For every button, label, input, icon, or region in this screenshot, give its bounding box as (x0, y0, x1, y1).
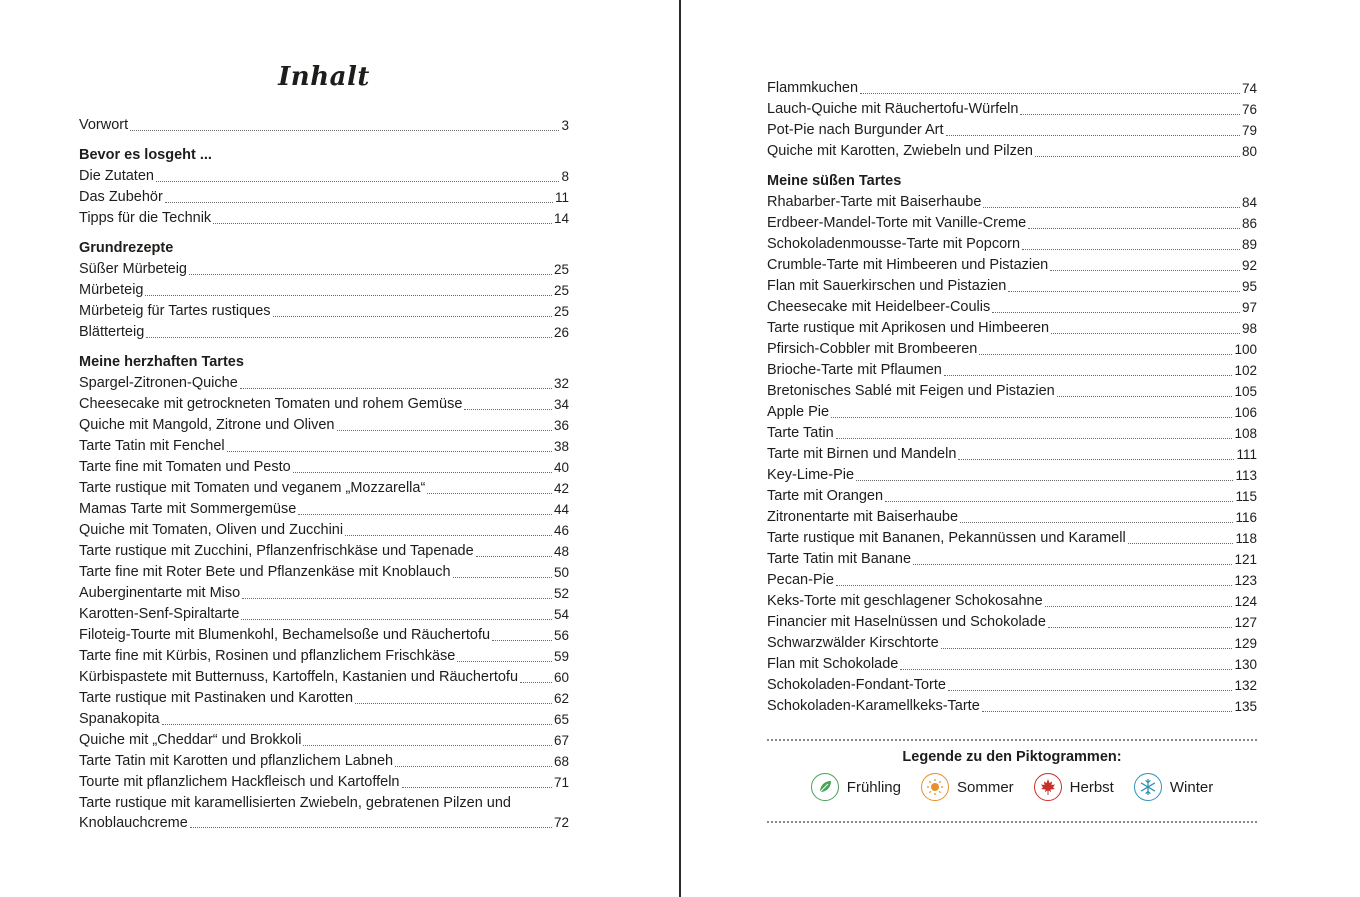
dot-leader (492, 640, 552, 641)
page-title: Inhalt (278, 62, 370, 92)
toc-entry-line2 (79, 813, 569, 833)
toc-entry-title: Spargel-Zitronen-Quiche (79, 375, 238, 391)
section-heading: Bevor es losgeht ... (79, 147, 212, 163)
dot-leader (240, 388, 552, 389)
toc-entry-title: Rhabarber-Tarte mit Baiserhaube (767, 194, 982, 210)
dot-leader (1051, 333, 1240, 334)
dot-leader (982, 711, 1233, 712)
toc-entry-title: Schokoladen-Karamellkeks-Tarte (767, 698, 980, 714)
legend-box (767, 739, 1257, 823)
maple-leaf-icon (1034, 773, 1062, 801)
toc-entry (79, 166, 569, 187)
legend-label-autumn: Herbst (1069, 778, 1114, 796)
toc-entry-title: Financier mit Haselnüssen und Schokolade (767, 614, 1046, 630)
dot-leader (146, 337, 552, 338)
toc-entry-page: 102 (1234, 363, 1257, 378)
dot-leader (213, 223, 552, 224)
dot-leader (1028, 228, 1240, 229)
toc-entry (79, 751, 569, 772)
toc-entry-title: Tarte mit Birnen und Mandeln (767, 446, 957, 462)
toc-entry-title: Brioche-Tarte mit Pflaumen (767, 362, 942, 378)
toc-entry (767, 339, 1257, 360)
toc-entry-page: 40 (553, 460, 569, 475)
toc-entry-page: 34 (553, 397, 569, 412)
section-heading: Grundrezepte (79, 240, 174, 256)
dot-leader (948, 690, 1233, 691)
toc-entry-page: 84 (1241, 195, 1257, 210)
toc-entry (767, 381, 1257, 402)
toc-entry (767, 141, 1257, 162)
leaf-icon (811, 773, 839, 801)
toc-entry-page: 135 (1234, 699, 1257, 714)
toc-entry-title: Tarte rustique mit Zucchini, Pflanzenfrischkäse und Tapenade (79, 543, 474, 559)
toc-entry-title: Crumble-Tarte mit Himbeeren und Pistazien (767, 257, 1049, 273)
toc-entry-title: Schokoladen-Fondant-Torte (767, 677, 946, 693)
toc-entry-page: 132 (1234, 678, 1257, 693)
dot-leader (427, 493, 552, 494)
toc-entry-title: Tarte rustique mit Pastinaken und Karotten (79, 690, 354, 706)
toc-entry-page: 32 (553, 376, 569, 391)
toc-entry-page: 108 (1234, 426, 1257, 441)
dot-leader (162, 724, 552, 725)
toc-entry-page: 25 (553, 283, 569, 298)
toc-entry (767, 444, 1257, 465)
toc-entry-title-line1: Tarte rustique mit karamellisierten Zwiebeln, gebratenen Pilzen und (79, 795, 511, 811)
dot-leader (1020, 114, 1240, 115)
dot-leader (1035, 156, 1240, 157)
toc-entry-page: 71 (553, 775, 569, 790)
toc-entry-title: Auberginentarte mit Miso (79, 585, 241, 601)
legend-item-winter (1134, 773, 1213, 801)
dot-leader (453, 577, 552, 578)
toc-entry-title: Karotten-Senf-Spiraltarte (79, 606, 240, 622)
toc-entry-page: 25 (553, 262, 569, 277)
toc-entry-page: 72 (553, 815, 569, 830)
toc-entry (767, 297, 1257, 318)
toc-entry-title: Apple Pie (767, 404, 830, 420)
toc-entry (79, 646, 569, 667)
dot-leader (1128, 543, 1234, 544)
toc-entry (79, 709, 569, 730)
toc-entry-page: 80 (1241, 144, 1257, 159)
toc-entry (767, 591, 1257, 612)
toc-entry (79, 280, 569, 301)
toc-entry (79, 667, 569, 688)
dot-leader (190, 827, 552, 828)
toc-entry-page: 11 (554, 190, 569, 205)
dot-leader (227, 451, 552, 452)
legend-label-summer: Sommer (956, 778, 1014, 796)
toc-entry (79, 730, 569, 751)
toc-entry-page: 76 (1241, 102, 1257, 117)
toc-entry (79, 625, 569, 646)
legend-items (767, 773, 1257, 801)
toc-entry-title: Die Zutaten (79, 168, 154, 184)
toc-entry-page: 113 (1235, 468, 1257, 483)
toc-entry (79, 259, 569, 280)
toc-entry (767, 612, 1257, 633)
dot-leader (273, 316, 552, 317)
toc-entry (767, 696, 1257, 717)
dot-leader (913, 564, 1232, 565)
dot-leader (1008, 291, 1240, 292)
dot-leader (885, 501, 1233, 502)
toc-entry-title: Tarte rustique mit Aprikosen und Himbeeren (767, 320, 1050, 336)
dot-leader (345, 535, 552, 536)
dot-leader (298, 514, 552, 515)
toc-entry-page: 100 (1234, 342, 1257, 357)
toc-entry-title: Kürbispastete mit Butternuss, Kartoffeln, Kastanien und Räuchertofu (79, 669, 519, 685)
toc-entry (767, 234, 1257, 255)
dot-leader (983, 207, 1240, 208)
toc-entry-page: 65 (553, 712, 569, 727)
toc-entry (767, 507, 1257, 528)
dot-leader (831, 417, 1232, 418)
toc-entry (79, 478, 569, 499)
section-heading: Meine süßen Tartes (767, 173, 902, 189)
toc-entry (79, 187, 569, 208)
toc-entry (767, 318, 1257, 339)
dot-leader (992, 312, 1240, 313)
toc-entry-page: 3 (561, 118, 569, 133)
dot-leader (464, 409, 552, 410)
toc-entry-page: 38 (553, 439, 569, 454)
toc-entry-page: 36 (553, 418, 569, 433)
toc-entry-title: Tarte mit Orangen (767, 488, 884, 504)
toc-entry (79, 772, 569, 793)
toc-left-column (79, 115, 569, 833)
toc-entry-page: 50 (553, 565, 569, 580)
toc-entry-page: 115 (1235, 489, 1257, 504)
toc-entry (79, 562, 569, 583)
toc-entry-title-line2: Knoblauchcreme (79, 815, 188, 831)
dot-leader (960, 522, 1233, 523)
toc-entry (79, 115, 569, 136)
toc-entry-title: Zitronentarte mit Baiserhaube (767, 509, 959, 525)
legend-item-spring (811, 773, 901, 801)
left-page (0, 0, 679, 897)
legend-item-autumn (1034, 773, 1114, 801)
toc-entry-title: Tarte Tatin mit Fenchel (79, 438, 225, 454)
toc-entry-title: Tarte fine mit Tomaten und Pesto (79, 459, 291, 475)
toc-entry-page: 26 (553, 325, 569, 340)
section-heading: Meine herzhaften Tartes (79, 354, 244, 370)
dot-leader (836, 438, 1233, 439)
toc-entry (767, 99, 1257, 120)
toc-entry (79, 604, 569, 625)
toc-entry-title: Cheesecake mit getrockneten Tomaten und rohem Gemüse (79, 396, 463, 412)
dot-leader (189, 274, 552, 275)
toc-entry (79, 520, 569, 541)
toc-entry (79, 499, 569, 520)
dot-leader (836, 585, 1233, 586)
toc-entry-page: 124 (1234, 594, 1257, 609)
dot-leader (130, 130, 559, 131)
toc-entry-page: 62 (553, 691, 569, 706)
legend-label-winter: Winter (1169, 778, 1214, 796)
dot-leader (165, 202, 553, 203)
toc-entry-page: 42 (553, 481, 569, 496)
dot-leader (1045, 606, 1233, 607)
toc-entry-title: Keks-Torte mit geschlagener Schokosahne (767, 593, 1043, 609)
toc-entry-page: 118 (1235, 531, 1257, 546)
toc-entry-page: 105 (1234, 384, 1257, 399)
toc-entry-page: 95 (1241, 279, 1257, 294)
dot-leader (1057, 396, 1233, 397)
toc-entry-title: Lauch-Quiche mit Räuchertofu-Würfeln (767, 101, 1019, 117)
toc-entry-title: Mürbeteig für Tartes rustiques (79, 303, 271, 319)
toc-entry-title: Tourte mit pflanzlichem Hackfleisch und Kartoffeln (79, 774, 400, 790)
toc-entry-page: 92 (1241, 258, 1257, 273)
toc-entry-title: Tarte rustique mit Tomaten und veganem „Mozzarella“ (79, 480, 426, 496)
toc-entry-page: 48 (553, 544, 569, 559)
toc-entry (767, 528, 1257, 549)
toc-entry-page: 127 (1234, 615, 1257, 630)
dot-leader (979, 354, 1232, 355)
toc-entry-multiline (79, 793, 569, 833)
legend-item-summer (921, 773, 1014, 801)
toc-right-column (767, 78, 1257, 717)
toc-entry (767, 78, 1257, 99)
toc-entry (79, 322, 569, 343)
dot-leader (958, 459, 1234, 460)
snowflake-icon (1134, 773, 1162, 801)
toc-entry (79, 373, 569, 394)
toc-entry (79, 415, 569, 436)
sun-icon (921, 773, 949, 801)
toc-entry-title: Quiche mit „Cheddar“ und Brokkoli (79, 732, 302, 748)
dot-leader (1022, 249, 1240, 250)
toc-entry-title: Schokoladenmousse-Tarte mit Popcorn (767, 236, 1021, 252)
toc-entry-page: 67 (553, 733, 569, 748)
toc-entry-title: Tarte Tatin mit Karotten und pflanzlichem Labneh (79, 753, 394, 769)
dot-leader (293, 472, 552, 473)
toc-entry-page: 68 (553, 754, 569, 769)
dot-leader (355, 703, 552, 704)
right-page (681, 0, 1360, 897)
dot-leader (156, 181, 560, 182)
toc-entry-title: Vorwort (79, 117, 129, 133)
toc-entry (767, 423, 1257, 444)
toc-entry-title: Cheesecake mit Heidelbeer-Coulis (767, 299, 991, 315)
toc-entry-page: 130 (1234, 657, 1257, 672)
toc-entry (79, 457, 569, 478)
toc-entry-title: Tarte Tatin (767, 425, 834, 441)
toc-entry (767, 675, 1257, 696)
toc-entry (767, 549, 1257, 570)
toc-entry (767, 654, 1257, 675)
toc-entry-page: 129 (1234, 636, 1257, 651)
toc-entry-title: Flan mit Sauerkirschen und Pistazien (767, 278, 1007, 294)
dot-leader (520, 682, 552, 683)
toc-entry-title: Pecan-Pie (767, 572, 834, 588)
dot-leader (944, 375, 1233, 376)
toc-entry-title: Erdbeer-Mandel-Torte mit Vanille-Creme (767, 215, 1027, 231)
toc-entry (767, 192, 1257, 213)
toc-entry-page: 25 (553, 304, 569, 319)
toc-entry (767, 360, 1257, 381)
toc-entry-title: Filoteig-Tourte mit Blumenkohl, Bechamelsoße und Räuchertofu (79, 627, 491, 643)
toc-entry-title: Das Zubehör (79, 189, 163, 205)
toc-entry (767, 255, 1257, 276)
toc-entry (79, 688, 569, 709)
toc-entry-page: 89 (1241, 237, 1257, 252)
toc-entry-page: 106 (1234, 405, 1257, 420)
toc-entry (767, 276, 1257, 297)
toc-entry-title: Tarte rustique mit Bananen, Pekannüssen und Karamell (767, 530, 1126, 546)
toc-entry-title: Blätterteig (79, 324, 145, 340)
toc-entry (79, 394, 569, 415)
toc-entry (79, 301, 569, 322)
toc-entry-page: 79 (1241, 123, 1257, 138)
toc-entry-title: Mürbeteig (79, 282, 144, 298)
toc-entry (767, 120, 1257, 141)
toc-entry-title: Tarte fine mit Kürbis, Rosinen und pflanzlichem Frischkäse (79, 648, 456, 664)
dot-leader (241, 619, 552, 620)
toc-entry-title: Quiche mit Mangold, Zitrone und Oliven (79, 417, 335, 433)
toc-entry-page: 56 (553, 628, 569, 643)
toc-entry-page: 60 (553, 670, 569, 685)
dot-leader (900, 669, 1232, 670)
dot-leader (860, 93, 1240, 94)
toc-entry (79, 436, 569, 457)
toc-entry (79, 208, 569, 229)
dot-leader (856, 480, 1233, 481)
toc-entry-title: Bretonisches Sablé mit Feigen und Pistazien (767, 383, 1055, 399)
toc-entry (767, 486, 1257, 507)
toc-entry-page: 52 (553, 586, 569, 601)
toc-entry (79, 541, 569, 562)
toc-entry (767, 570, 1257, 591)
toc-entry-title: Tarte fine mit Roter Bete und Pflanzenkäse mit Knoblauch (79, 564, 451, 580)
dot-leader (145, 295, 551, 296)
legend-title: Legende zu den Piktogrammen: (902, 749, 1122, 765)
toc-entry (767, 402, 1257, 423)
toc-entry-title: Flan mit Schokolade (767, 656, 899, 672)
toc-entry-page: 59 (553, 649, 569, 664)
toc-entry-page: 86 (1241, 216, 1257, 231)
toc-entry-page: 44 (553, 502, 569, 517)
toc-entry-title: Pot-Pie nach Burgunder Art (767, 122, 944, 138)
toc-entry-title: Süßer Mürbeteig (79, 261, 187, 277)
toc-entry-title: Quiche mit Tomaten, Oliven und Zucchini (79, 522, 344, 538)
toc-entry-title: Pfirsich-Cobbler mit Brombeeren (767, 341, 978, 357)
toc-entry (767, 633, 1257, 654)
toc-entry-page: 98 (1241, 321, 1257, 336)
toc-entry-page: 14 (553, 211, 569, 226)
toc-entry-title: Tipps für die Technik (79, 210, 212, 226)
toc-entry-title: Mamas Tarte mit Sommergemüse (79, 501, 297, 517)
toc-entry (767, 213, 1257, 234)
toc-entry-title: Spanakopita (79, 711, 160, 727)
toc-entry-title: Key-Lime-Pie (767, 467, 855, 483)
dot-leader (303, 745, 552, 746)
dot-leader (946, 135, 1240, 136)
toc-entry-title: Schwarzwälder Kirschtorte (767, 635, 939, 651)
toc-entry-title: Tarte Tatin mit Banane (767, 551, 912, 567)
toc-entry (767, 465, 1257, 486)
toc-entry-page: 46 (553, 523, 569, 538)
dot-leader (1050, 270, 1240, 271)
dot-leader (337, 430, 552, 431)
dot-leader (476, 556, 552, 557)
toc-entry-page: 121 (1234, 552, 1257, 567)
toc-entry-page: 8 (561, 169, 569, 184)
toc-entry-title: Flammkuchen (767, 80, 859, 96)
toc-entry-page: 111 (1236, 447, 1257, 462)
toc-entry-page: 116 (1235, 510, 1257, 525)
dot-leader (941, 648, 1233, 649)
dot-leader (1048, 627, 1233, 628)
dot-leader (457, 661, 552, 662)
toc-entry-page: 123 (1234, 573, 1257, 588)
toc-entry-title: Quiche mit Karotten, Zwiebeln und Pilzen (767, 143, 1033, 159)
toc-entry-page: 97 (1241, 300, 1257, 315)
toc-entry-page: 74 (1241, 81, 1257, 96)
toc-entry-page: 54 (553, 607, 569, 622)
dot-leader (402, 787, 552, 788)
toc-entry (79, 583, 569, 604)
dot-leader (395, 766, 552, 767)
dot-leader (242, 598, 552, 599)
legend-label-spring: Frühling (846, 778, 901, 796)
